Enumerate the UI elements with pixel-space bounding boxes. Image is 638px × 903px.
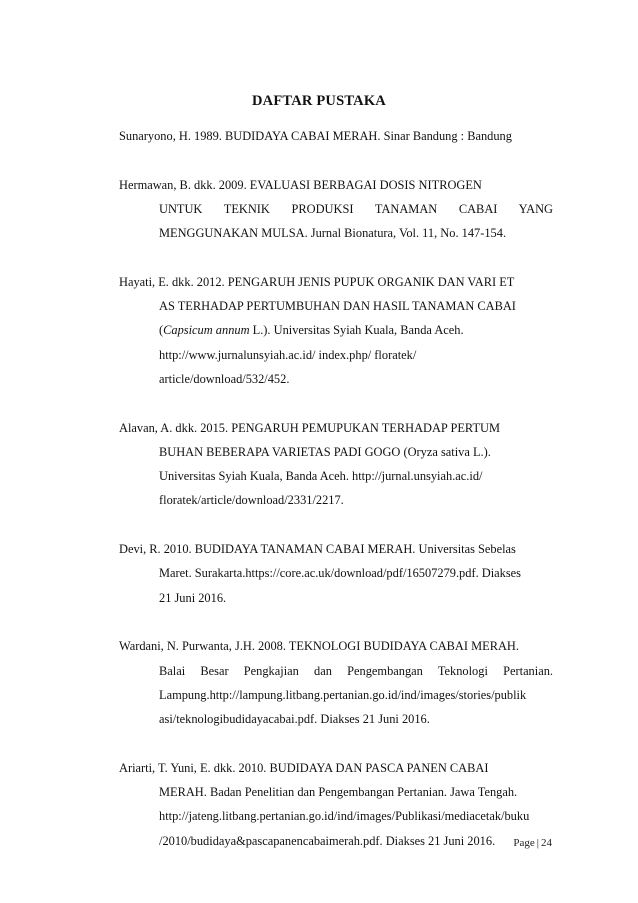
reference-first-line: Hayati, E. dkk. 2012. PENGARUH JENIS PUPUK ORGANIK DAN VARI ET [119, 274, 515, 289]
reference-first-line: Hermawan, B. dkk. 2009. EVALUASI BERBAGAI DOSIS NITROGEN [119, 177, 482, 192]
reference-url-line: /2010/budidaya&pascapanencabaimerah.pdf. Diakses 21 Juni 2016. [159, 833, 496, 848]
reference-continuation-line: MENGGUNAKAN MULSA. Jurnal Bionatura, Vol. 11, No. 147-154. [159, 226, 507, 241]
reference-url-line: http://www.jurnalunsyiah.ac.id/ index.php/ floratek/ [159, 347, 417, 362]
reference-url-line: floratek/article/download/2331/2217. [159, 493, 344, 508]
reference-first-line: Sunaryono, H. 1989. BUDIDAYA CABAI MERAH. Sinar Bandung : Bandung [119, 129, 512, 143]
reference-continuation-line: MERAH. Badan Penelitian dan Pengembangan Pertanian. Jawa Tengah. [159, 785, 518, 800]
reference-entry [119, 537, 553, 610]
page-label: Page [513, 837, 535, 849]
reference-continuation-line: UNTUK TEKNIK PRODUKSI TANAMAN CABAI YANG [159, 201, 553, 216]
reference-first-line: Devi, R. 2010. BUDIDAYA TANAMAN CABAI MERAH. Universitas Sebelas [119, 542, 516, 557]
reference-list [119, 124, 553, 853]
reference-url-line: article/download/532/452. [159, 371, 290, 386]
reference-continuation-line: 21 Juni 2016. [159, 590, 227, 605]
reference-continuation-line: BUHAN BEBERAPA VARIETAS PADI GOGO (Oryza sativa L.). [159, 444, 491, 459]
reference-entry [119, 756, 553, 853]
page-footer [513, 837, 552, 849]
reference-entry [119, 270, 553, 391]
reference-continuation-line: Balai Besar Pengkajian dan Pengembangan Teknologi Pertanian. [159, 663, 553, 678]
reference-url-line: Lampung.http://lampung.litbang.pertanian.go.id/ind/images/stories/publik [159, 687, 527, 702]
page-separator: | [536, 837, 539, 849]
reference-entry [119, 416, 553, 513]
reference-url-line: Maret. Surakarta.https://core.ac.uk/download/pdf/16507279.pdf. Diakses [159, 566, 521, 581]
reference-entry [119, 173, 553, 246]
reference-url-line: http://jateng.litbang.pertanian.go.id/ind/images/Publikasi/mediacetak/buku [159, 809, 530, 824]
reference-url-line: Universitas Syiah Kuala, Banda Aceh. http://jurnal.unsyiah.ac.id/ [159, 469, 483, 484]
reference-continuation-line: AS TERHADAP PERTUMBUHAN DAN HASIL TANAMAN CABAI [159, 299, 516, 314]
reference-url-line: asi/teknologibudidayacabai.pdf. Diakses 21 Juni 2016. [159, 712, 430, 727]
reference-continuation-line-italic: (Capsicum annum L.). Universitas Syiah Kuala, Banda Aceh. [159, 323, 464, 338]
reference-first-line: Alavan, A. dkk. 2015. PENGARUH PEMUPUKAN TERHADAP PERTUM [119, 420, 500, 435]
reference-first-line: Ariarti, T. Yuni, E. dkk. 2010. BUDIDAYA DAN PASCA PANEN CABAI [119, 760, 489, 775]
reference-entry [119, 124, 553, 148]
reference-entry [119, 634, 553, 731]
page-title: DAFTAR PUSTAKA [252, 93, 386, 109]
page-number: 24 [541, 837, 552, 849]
reference-first-line: Wardani, N. Purwanta, J.H. 2008. TEKNOLOGI BUDIDAYA CABAI MERAH. [119, 639, 519, 654]
